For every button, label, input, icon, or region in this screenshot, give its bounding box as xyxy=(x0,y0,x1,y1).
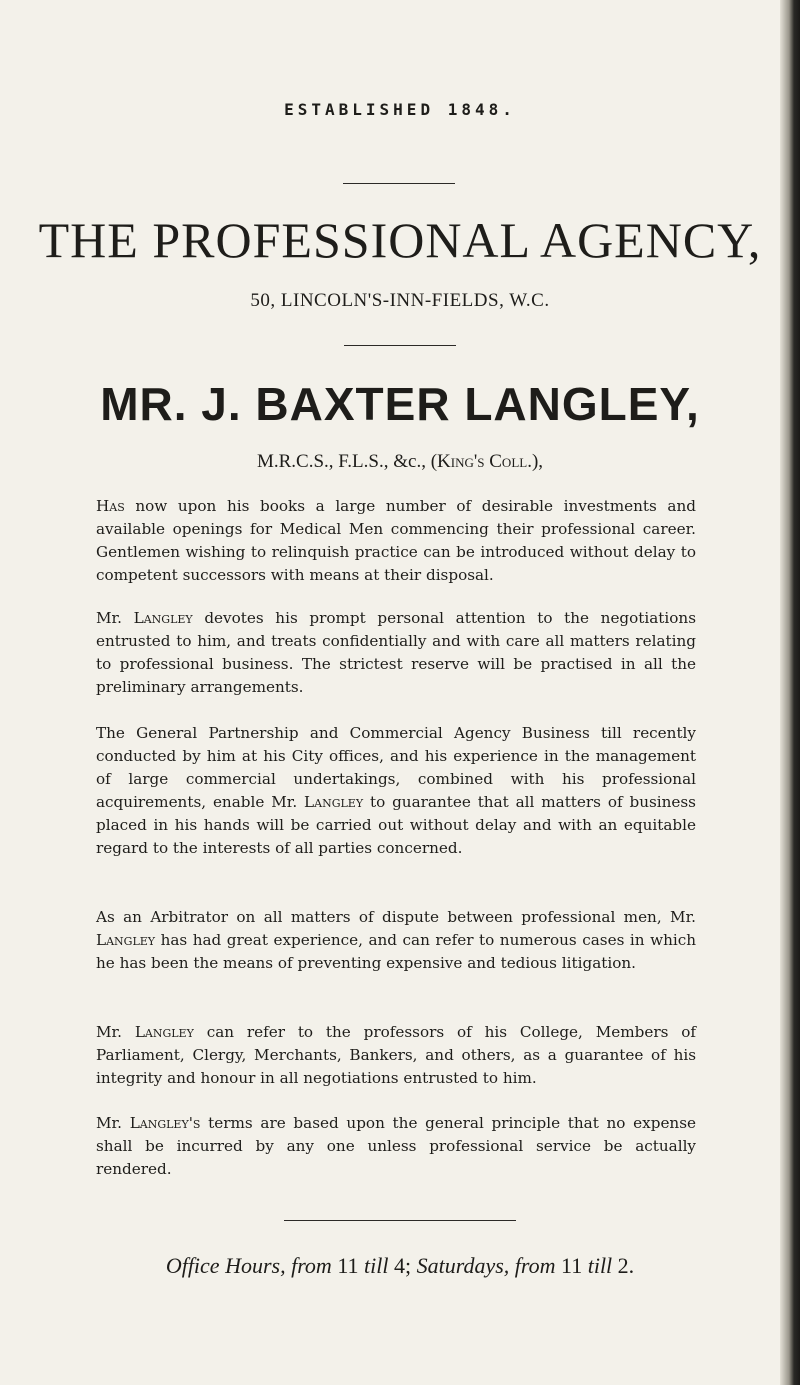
paragraph-terms xyxy=(96,1112,696,1181)
office-hours-label: Office Hours, xyxy=(165,1253,286,1278)
saturday-start: 11 xyxy=(561,1253,583,1278)
saturday-label: Saturdays, xyxy=(416,1253,510,1278)
paragraph-prefix: Mr. xyxy=(96,609,134,627)
agency-name: THE PROFESSIONAL AGENCY, xyxy=(38,212,762,268)
paragraph-prefix: Mr. xyxy=(96,1114,130,1132)
divider-address xyxy=(344,345,456,346)
separator: ; xyxy=(404,1253,412,1278)
paragraph-investments xyxy=(96,495,696,587)
till-word: till xyxy=(587,1253,613,1278)
paragraph-text: can refer to the professors of his College, Members of Parliament, Clergy, Merchants, Bankers, and others, as a guarantee of his integrity and honour in all negotiations entrusted to him. xyxy=(96,1023,697,1087)
college-name: King's Coll. xyxy=(437,451,532,472)
credentials-suffix: ), xyxy=(531,451,544,472)
langley-name: Langley xyxy=(134,1023,194,1041)
paragraph-prefix: Mr. xyxy=(96,1023,135,1041)
paragraph-attention xyxy=(96,607,696,699)
page-binding-edge xyxy=(780,0,800,1385)
langley-name: Langley xyxy=(133,609,193,627)
till-word: till xyxy=(364,1253,389,1278)
paragraph-text: now upon his books a large number of desirable investments and available openings for Medical Men commencing their professional career. Gentlemen wishing to relinquish practice can be introduced without delay to competent successors with means at their disposal. xyxy=(96,497,696,584)
paragraph-text: terms are based upon the general principle that no expense shall be incurred by any one unless professional service be actually rendered. xyxy=(96,1114,696,1178)
credentials-prefix: M.R.C.S., F.L.S., &c., ( xyxy=(256,451,438,472)
weekday-end: 4 xyxy=(393,1253,405,1278)
from-word: from xyxy=(514,1253,556,1278)
paragraph-arbitrator xyxy=(96,906,696,975)
divider-top xyxy=(343,183,455,184)
paragraph-text-continued: to guarantee that all matters of business placed in his hands will be carried out without delay and with an equitable regard to the interests of all parties concerned. xyxy=(96,793,696,857)
paragraph-text: As an Arbitrator on all matters of dispute between professional men, Mr. xyxy=(96,908,696,926)
divider-bottom xyxy=(284,1220,516,1221)
agency-address: 50, LINCOLN'S-INN-FIELDS, W.C. xyxy=(250,290,550,311)
paragraph-lead: Has xyxy=(96,497,125,515)
established-line: ESTABLISHED 1848. xyxy=(284,100,516,119)
langley-name: Langley xyxy=(304,793,364,811)
langley-name: Langley's xyxy=(129,1114,201,1132)
from-word: from xyxy=(291,1253,332,1278)
paragraph-partnership xyxy=(96,722,696,860)
person-name: MR. J. BAXTER LANGLEY, xyxy=(100,378,700,430)
paragraph-references xyxy=(96,1021,696,1090)
weekday-start: 11 xyxy=(337,1253,359,1278)
office-hours xyxy=(0,1253,800,1279)
person-credentials xyxy=(0,451,800,473)
paragraph-text: devotes his prompt personal attention to the negotiations entrusted to him, and treats confidentially and with care all matters relating to professional business. The strictest reserve will be practised in all the preliminary arrangements. xyxy=(96,609,696,696)
langley-name: Langley xyxy=(96,931,156,949)
paragraph-text: The General Partnership and Commercial Agency Business till recently conducted by him at his City offices, and his experience in the management of large commercial undertakings, combined with his professional acquirements, enable Mr. xyxy=(96,724,696,811)
saturday-end: 2. xyxy=(617,1253,635,1278)
paragraph-text-continued: has had great experience, and can refer to numerous cases in which he has been the means of preventing expensive and tedious litigation. xyxy=(96,931,696,972)
